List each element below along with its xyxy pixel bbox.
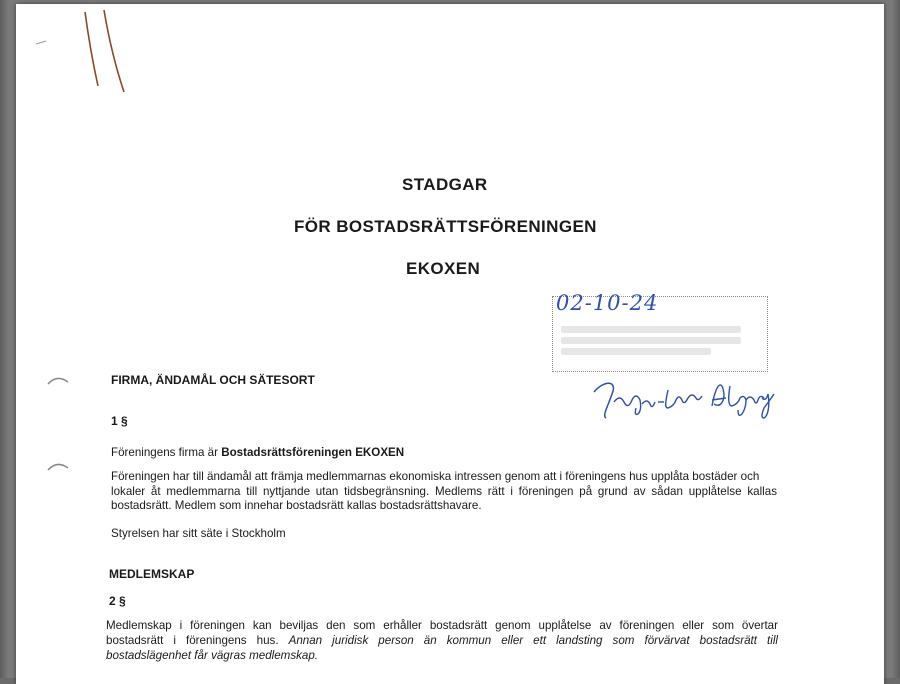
purpose-line-1: Föreningen har till ändamål att främja medlemmarnas ekonomiska intressen genom att i föreningens hus upplåta bostäder och xyxy=(111,470,760,483)
handwritten-signature xyxy=(584,372,794,432)
punch-hole-mark xyxy=(46,460,70,472)
paragraph-number-1: 1 § xyxy=(111,414,128,428)
document-page[interactable] xyxy=(16,4,884,684)
section-heading-firma: FIRMA, ÄNDAMÅL OCH SÄTESORT xyxy=(111,373,315,387)
document-subtitle: FÖR BOSTADSRÄTTSFÖRENINGEN xyxy=(294,217,597,236)
handwritten-marks xyxy=(16,4,156,114)
association-name: EKOXEN xyxy=(406,259,481,278)
firma-statement xyxy=(111,446,404,459)
punch-hole-mark xyxy=(46,374,70,386)
purpose-line-2: lokaler åt medlemmarna till nyttjande utan tidsbegränsning. Medlems rätt i föreningen på grund av sådan upplåtelse kallas xyxy=(111,485,777,498)
stamp-faded-text xyxy=(561,326,741,359)
paragraph-number-2: 2 § xyxy=(109,594,126,608)
firma-name: Bostadsrättsföreningen EKOXEN xyxy=(221,446,405,459)
membership-line-1: Medlemskap i föreningen kan beviljas den som erhåller bostadsrätt genom upplåtelse av föreningen eller som övertar xyxy=(106,619,778,632)
seat-statement: Styrelsen har sitt säte i Stockholm xyxy=(111,527,286,540)
stamp-date: 02-10-24 xyxy=(556,291,659,315)
membership-line-2-italic: Annan juridisk person än kommun eller ett landsting som förvärvat bostadsrätt till xyxy=(288,634,778,647)
membership-line-3: bostadslägenhet får vägras medlemskap. xyxy=(106,649,319,662)
membership-line-2-normal: bostadsrätt i föreningens hus. xyxy=(106,634,279,647)
membership-line-2 xyxy=(106,634,778,647)
document-title: STADGAR xyxy=(402,175,488,194)
firma-prefix: Föreningens firma är xyxy=(111,446,218,459)
purpose-line-3: bostadsrätt. Medlem som innehar bostadsrätt kallas bostadsrättshavare. xyxy=(111,499,482,512)
section-heading-medlemskap: MEDLEMSKAP xyxy=(109,567,195,581)
